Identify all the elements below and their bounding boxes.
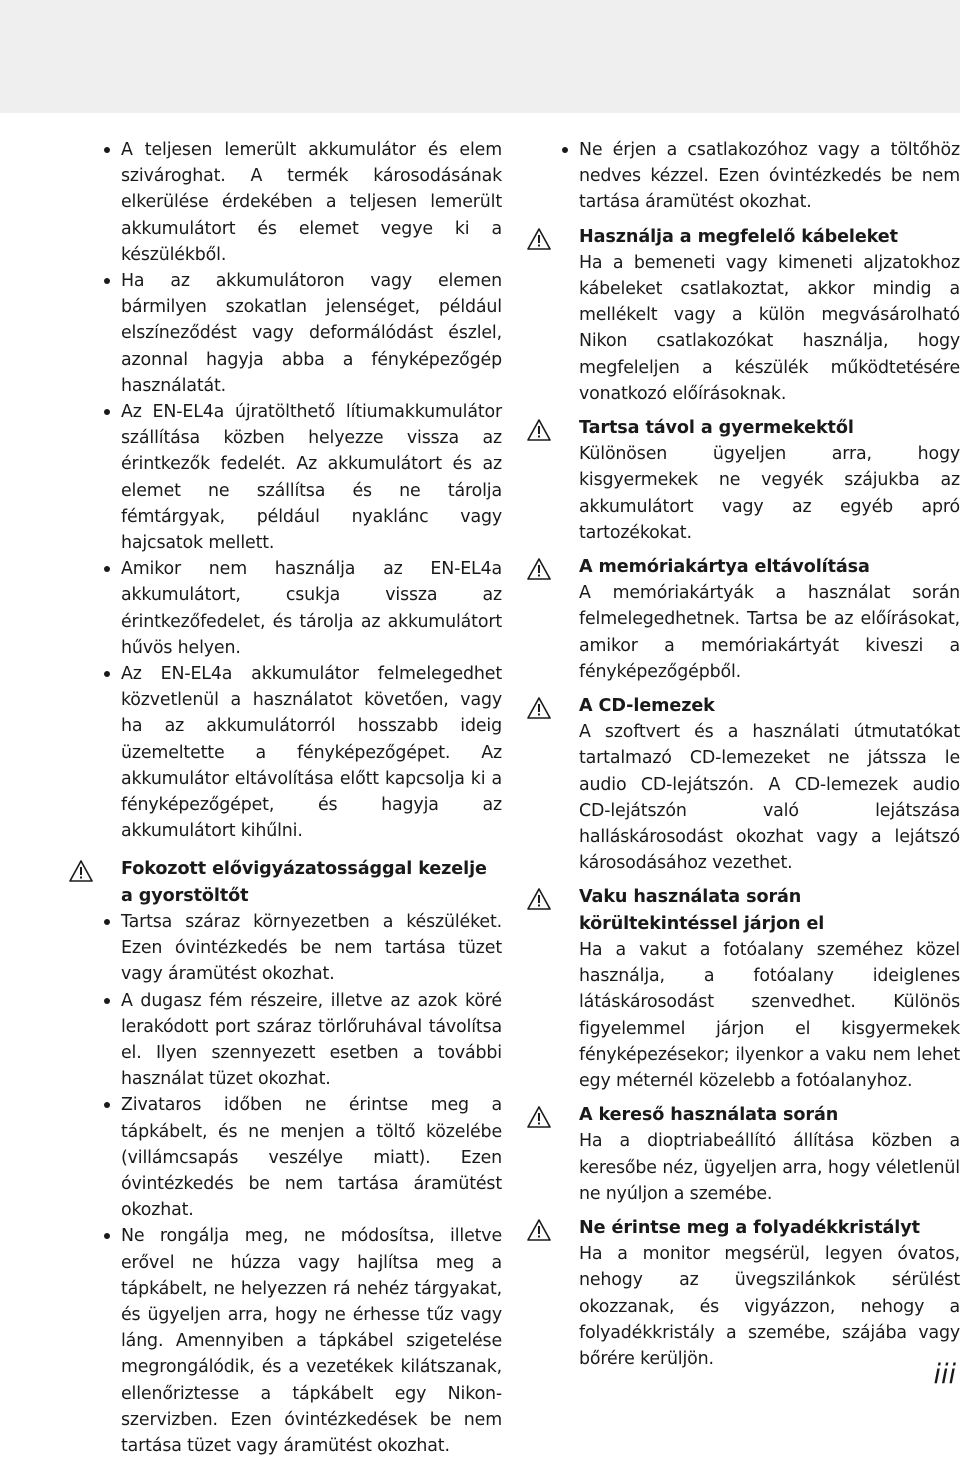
warning-triangle-icon bbox=[527, 1219, 551, 1241]
safety-section bbox=[560, 415, 960, 546]
warning-triangle-icon bbox=[527, 228, 551, 250]
warning-triangle-icon bbox=[69, 860, 93, 882]
section-heading: A kereső használata során bbox=[579, 1105, 839, 1126]
list-item: Ne rongálja meg, ne módosítsa, illetve erővel ne húzza vagy hajlítsa meg a tápkábelt, ne helyezzen rá nehéz tárgyakat, és ügyeljen arra, hogy ne érhesse tűz vagy láng. Amennyiben a tápkábel szigetelése megrongálódik, és a vezetékek kilátszanak, ellenőriztesse a tápkábelt egy Nikon-szervizben. Ezen óvintézkedések be nem tartása tüzet vagy áramütést okozhat. bbox=[102, 1223, 502, 1459]
intro-bullet-list bbox=[560, 137, 960, 216]
section-heading: A memóriakártya eltávolítása bbox=[579, 557, 870, 578]
left-column bbox=[102, 137, 502, 1459]
section-heading: Tartsa távol a gyermekektől bbox=[579, 418, 854, 439]
section-body: A szoftvert és a használati útmutatókat tartalmazó CD-lemezeket ne játssza le audio CD-lejátszón. A CD-lemezek audio CD-lejátszón való lejátszása halláskárosodást okozhat vagy a lejátszó károsodásához vezethet. bbox=[579, 722, 960, 874]
list-item: Amikor nem használja az EN-EL4a akkumulátort, csukja vissza az érintkezőfedelet, és tárolja az akkumulátort hűvös helyen. bbox=[102, 556, 502, 661]
page-number: iii bbox=[933, 1359, 956, 1390]
battery-bullet-list bbox=[102, 137, 502, 844]
section-body: A memóriakártyák a használat során felmelegedhetnek. Tartsa be az előírásokat, amikor a memóriakártyát kiveszi a fényképezőgépből. bbox=[579, 583, 960, 682]
list-item: A teljesen lemerült akkumulátor és elem szivároghat. A termék károsodásának elkerülése érdekében a teljesen lemerült akkumulátort és elemet vegye ki a készülékből. bbox=[102, 137, 502, 268]
charger-section bbox=[102, 856, 502, 1459]
section-body: Ha a bemeneti vagy kimeneti aljzatokhoz kábeleket csatlakoztat, akkor mindig a mellékelt vagy a külön megvásárolható Nikon csatlakozókat használja, hogy megfeleljen a készülék működtetésére vonatkozó előírásoknak. bbox=[579, 252, 960, 404]
safety-section bbox=[560, 1215, 960, 1372]
section-body: Ha a vakut a fotóalany szeméhez közel használja, a fotóalany ideiglenes látáskárosodást szenvedhet. Különös figyelemmel járjon el kisgyermekek fényképezésekor; ilyenkor a vaku nem lehet egy méternél közelebb a fotóalanyhoz. bbox=[579, 939, 960, 1091]
safety-section bbox=[560, 884, 960, 1094]
safety-section bbox=[560, 1102, 960, 1207]
safety-section bbox=[560, 554, 960, 685]
section-heading: Vaku használata során körültekintéssel járjon el bbox=[579, 887, 825, 934]
section-heading: A CD-lemezek bbox=[579, 696, 715, 717]
warning-triangle-icon bbox=[527, 558, 551, 580]
right-column bbox=[560, 137, 960, 1377]
section-heading: Ne érintse meg a folyadékkristályt bbox=[579, 1217, 920, 1238]
list-item: Zivataros időben ne érintse meg a tápkábelt, és ne menjen a töltő közelébe (villámcsapás veszélye miatt). Ezen óvintézkedés be nem tartása áramütést okozhat. bbox=[102, 1092, 502, 1223]
warning-triangle-icon bbox=[527, 1106, 551, 1128]
right-sections bbox=[560, 224, 960, 1373]
safety-section bbox=[560, 693, 960, 876]
section-heading: Fokozott elővigyázatossággal kezelje a gyorstöltőt bbox=[121, 859, 487, 906]
top-gray-band bbox=[0, 0, 960, 113]
warning-triangle-icon bbox=[527, 419, 551, 441]
section-heading: Használja a megfelelő kábeleket bbox=[579, 226, 898, 247]
section-body: Ha a dioptriabeállító állítása közben a keresőbe néz, ügyeljen arra, hogy véletlenül ne nyúljon a szemébe. bbox=[579, 1131, 960, 1204]
list-item: Tartsa száraz környezetben a készüléket. Ezen óvintézkedés be nem tartása tüzet vagy áramütést okozhat. bbox=[102, 909, 502, 988]
charger-bullet-list bbox=[102, 909, 502, 1459]
section-body: Különösen ügyeljen arra, hogy kisgyermekek ne vegyék szájukba az akkumulátort vagy az egyéb apró tartozékokat. bbox=[579, 444, 960, 543]
warning-triangle-icon bbox=[527, 888, 551, 910]
list-item: Az EN-EL4a akkumulátor felmelegedhet közvetlenül a használatot követően, vagy ha az akkumulátorról hosszabb ideig üzemeltette a fényképezőgépet. Az akkumulátor eltávolítása előtt kapcsolja ki a fényképezőgépet, és hagyja az akkumulátort kihűlni. bbox=[102, 661, 502, 844]
list-item: Ne érjen a csatlakozóhoz vagy a töltőhöz nedves kézzel. Ezen óvintézkedés be nem tartása áramütést okozhat. bbox=[560, 137, 960, 216]
list-item: Az EN-EL4a újratölthető lítiumakkumulátor szállítása közben helyezze vissza az érintkezők fedelét. Az akkumulátort és az elemet ne szállítsa és ne tárolja fémtárgyak, például nyaklánc vagy hajcsatok mellett. bbox=[102, 399, 502, 556]
safety-section bbox=[560, 224, 960, 407]
list-item: Ha az akkumulátoron vagy elemen bármilyen szokatlan jelenséget, például elszíneződést vagy deformálódást észlel, azonnal hagyja abba a fényképezőgép használatát. bbox=[102, 268, 502, 399]
warning-triangle-icon bbox=[527, 697, 551, 719]
list-item: A dugasz fém részeire, illetve az azok köré lerakódott port száraz törlőruhával távolítsa el. Ilyen szennyezett esetben a további használat tüzet okozhat. bbox=[102, 988, 502, 1093]
section-body: Ha a monitor megsérül, legyen óvatos, nehogy az üvegszilánkok sérülést okozzanak, és vigyázzon, nehogy a folyadékkristály a szemébe, szájába vagy bőrére kerüljön. bbox=[579, 1244, 960, 1369]
